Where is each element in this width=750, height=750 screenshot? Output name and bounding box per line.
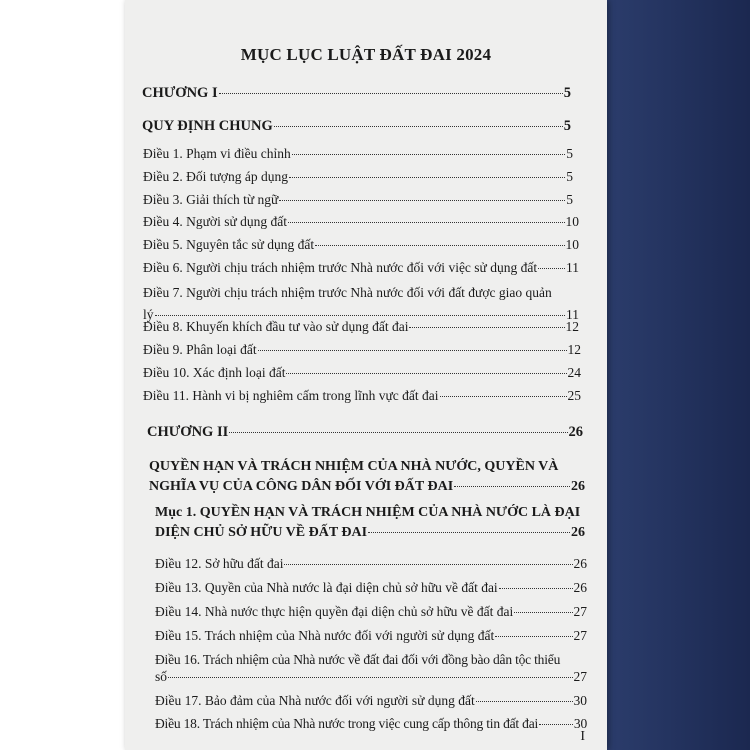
toc-entry-label: Điều 5. Nguyên tắc sử dụng đất: [143, 237, 315, 252]
toc-entry: [125, 628, 607, 644]
toc-entry-label-cont: NGHĨA VỤ CỦA CÔNG DÂN ĐỐI VỚI ĐẤT ĐAI: [149, 479, 454, 494]
toc-entry-page: 27: [573, 604, 587, 619]
toc-entry: [125, 192, 607, 208]
toc-entry-page: 5: [563, 118, 571, 134]
leader-dots: [539, 724, 573, 725]
toc-entry-page: 10: [565, 214, 579, 229]
toc-entry-page: 26: [573, 580, 587, 595]
toc-entry-label: Điều 4. Người sử dụng đất: [143, 214, 288, 229]
toc-entry: [125, 604, 607, 620]
toc-entry: [125, 693, 607, 709]
toc-entry-page: 10: [565, 237, 579, 252]
toc-entry-label: QUY ĐỊNH CHUNG: [142, 118, 273, 134]
toc-entry-label: Điều 7. Người chịu trách nhiệm trước Nhà nước đối với đất được giao quản: [143, 285, 552, 300]
toc-entry-page: 12: [565, 319, 579, 334]
toc-entry-label-cont: DIỆN CHỦ SỞ HỮU VỀ ĐẤT ĐAI: [155, 525, 368, 540]
toc-entry: [125, 388, 607, 404]
leader-dots: [274, 126, 563, 127]
toc-entry-page: 30: [573, 716, 587, 731]
toc-entry-label-cont: lý: [143, 307, 154, 322]
toc-entry-label: CHƯƠNG II: [147, 424, 229, 440]
toc-entry: [125, 237, 607, 253]
toc-entry-page: 27: [573, 628, 587, 643]
toc-entry-label: Điều 12. Sở hữu đất đai: [155, 556, 284, 571]
toc-entry-multiline: [125, 652, 607, 685]
toc-entry-label: Điều 9. Phân loại đất: [143, 342, 257, 357]
toc-entry: [125, 580, 607, 596]
toc-entry-label: Điều 10. Xác định loại đất: [143, 365, 286, 380]
leader-dots: [538, 268, 565, 269]
leader-dots: [292, 154, 566, 155]
toc-entry-page: 5: [566, 192, 573, 207]
leader-dots: [495, 636, 572, 637]
toc-entry-label: Điều 3. Giải thích từ ngữ: [143, 192, 279, 207]
toc-entry-label: Điều 16. Trách nhiệm của Nhà nước về đất đai đối với đồng bào dân tộc thiểu: [155, 652, 561, 667]
leader-dots: [155, 315, 565, 316]
toc-entry-page: 12: [567, 342, 581, 357]
toc-entry-page: 26: [571, 479, 585, 494]
leader-dots: [368, 532, 570, 533]
toc-entry: [125, 342, 607, 358]
toc-entry-label: Điều 18. Trách nhiệm của Nhà nước trong việc cung cấp thông tin đất đai: [155, 716, 539, 731]
toc-entry-page: 27: [573, 669, 587, 684]
toc-entry-label: CHƯƠNG I: [142, 85, 218, 101]
leader-dots: [409, 327, 564, 328]
toc-entry-section-1: [125, 505, 607, 541]
toc-entry-page: 24: [567, 365, 581, 380]
leader-dots: [229, 432, 567, 433]
leader-dots: [454, 486, 570, 487]
leader-dots: [288, 222, 564, 223]
toc-entry-page: 26: [571, 525, 585, 540]
toc-entry-label: Điều 8. Khuyến khích đầu tư vào sử dụng đất đai: [143, 319, 409, 334]
toc-entry-label: Điều 2. Đối tượng áp dụng: [143, 169, 288, 184]
toc-entry: [125, 146, 607, 162]
toc-entry: [125, 260, 607, 276]
toc-entry-chapter-2-heading: [125, 459, 607, 495]
toc-entry-label: Điều 15. Trách nhiệm của Nhà nước đối với người sử dụng đất: [155, 628, 495, 643]
toc-entry-label: Điều 13. Quyền của Nhà nước là đại diện chủ sở hữu về đất đai: [155, 580, 498, 595]
leader-dots: [499, 588, 573, 589]
toc-entry-multiline: [125, 285, 607, 323]
toc-entry: [125, 365, 607, 381]
toc-entry: [125, 214, 607, 230]
toc-entry-page: 30: [573, 693, 587, 708]
toc-entry-label: Mục 1. QUYỀN HẠN VÀ TRÁCH NHIỆM CỦA NHÀ NƯỚC LÀ ĐẠI: [155, 505, 581, 520]
leader-dots: [219, 93, 563, 94]
leader-dots: [440, 396, 567, 397]
toc-entry-label-cont: số: [155, 669, 168, 684]
toc-title: MỤC LỤC LUẬT ĐẤT ĐAI 2024: [240, 45, 492, 64]
toc-entry: [125, 319, 607, 335]
toc-entry-page: 25: [567, 388, 581, 403]
background-right: [590, 0, 750, 750]
background-left: [0, 0, 125, 750]
leader-dots: [284, 564, 572, 565]
toc-entry-chapter-2: [125, 424, 607, 441]
toc-entry-page: 26: [568, 424, 583, 440]
leader-dots: [476, 701, 573, 702]
toc-entry-general-provisions: [125, 118, 607, 135]
toc-entry-label: Điều 11. Hành vi bị nghiêm cấm trong lĩnh vực đất đai: [143, 388, 439, 403]
toc-entry-label: Điều 17. Bảo đảm của Nhà nước đối với người sử dụng đất: [155, 693, 475, 708]
toc-entry-label: Điều 6. Người chịu trách nhiệm trước Nhà nước đối với việc sử dụng đất: [143, 260, 538, 275]
toc-entry-page: 5: [566, 169, 573, 184]
toc-entry-page: 5: [566, 146, 573, 161]
toc-entry-label: Điều 14. Nhà nước thực hiện quyền đại diện chủ sở hữu về đất đai: [155, 604, 514, 619]
book-page: [125, 0, 607, 750]
leader-dots: [258, 350, 567, 351]
toc-entry: [125, 716, 607, 732]
leader-dots: [289, 177, 565, 178]
toc-entry-chapter-1: [125, 85, 607, 102]
toc-entry: [125, 556, 607, 572]
page-folio: I: [580, 729, 585, 744]
toc-entry-page: 11: [566, 307, 579, 322]
toc-entry-page: 5: [563, 85, 571, 101]
leader-dots: [315, 245, 564, 246]
toc-entry-label: QUYỀN HẠN VÀ TRÁCH NHIỆM CỦA NHÀ NƯỚC, QUYỀN VÀ: [149, 459, 559, 474]
leader-dots: [168, 677, 572, 678]
leader-dots: [514, 612, 572, 613]
leader-dots: [279, 200, 565, 201]
toc-entry-page: 26: [573, 556, 587, 571]
leader-dots: [286, 373, 566, 374]
toc-entry: [125, 169, 607, 185]
toc-entry-label: Điều 1. Phạm vi điều chỉnh: [143, 146, 291, 161]
toc-entry-page: 11: [566, 260, 579, 275]
